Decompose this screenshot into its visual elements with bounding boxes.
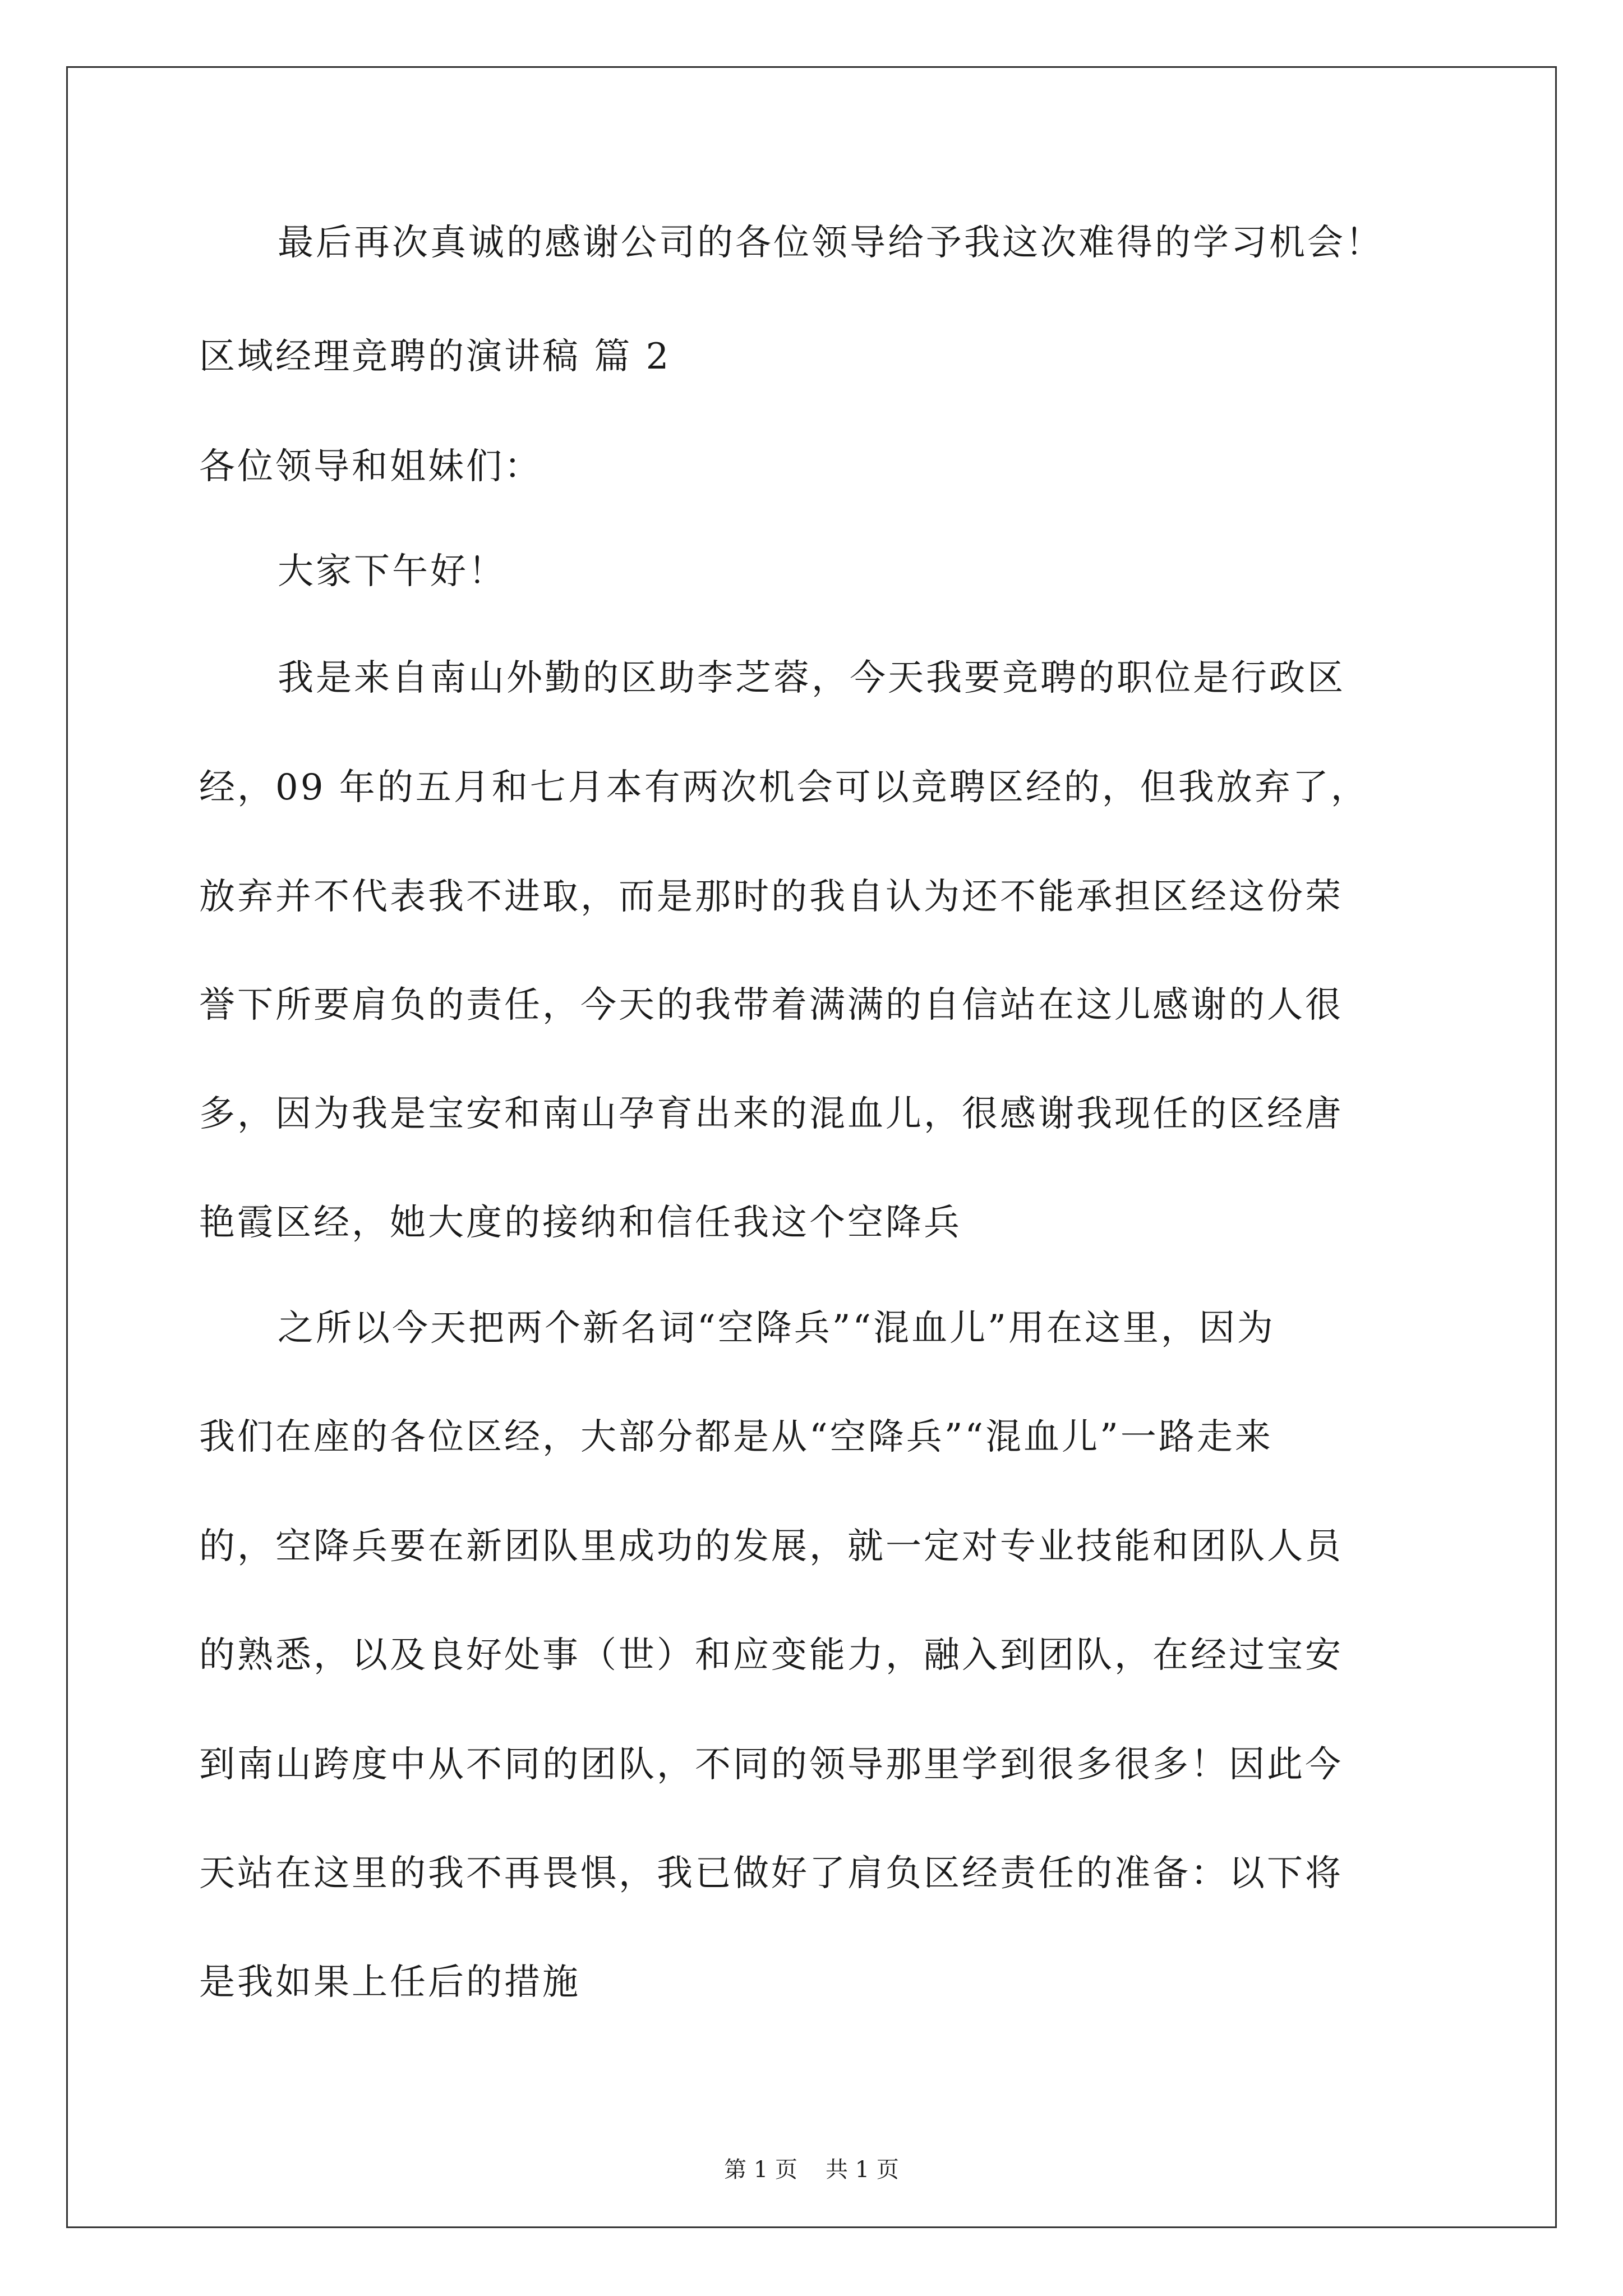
- paragraph-line: 的熟悉，以及良好处事（世）和应变能力，融入到团队，在经过宝安: [199, 1635, 1343, 1676]
- paragraph-line: 经，09 年的五月和七月本有两次机会可以竞聘区经的，但我放弃了，: [199, 767, 1369, 808]
- salutation: 各位领导和姐妹们：: [199, 446, 542, 487]
- paragraph-line: 到南山跨度中从不同的团队，不同的领导那里学到很多很多！因此今: [199, 1744, 1343, 1786]
- page-total: 共 1 页: [826, 2157, 899, 2183]
- paragraph-line: 艳霞区经，她大度的接纳和信任我这个空降兵: [199, 1202, 962, 1244]
- greeting: 大家下午好！: [278, 551, 506, 592]
- page-footer: [0, 2153, 1623, 2187]
- paragraph-line: 我是来自南山外勤的区助李芝蓉，今天我要竞聘的职位是行政区: [278, 657, 1345, 699]
- paragraph-line: 多，因为我是宝安和南山孕育出来的混血儿，很感谢我现任的区经唐: [199, 1093, 1343, 1135]
- document-heading: 区域经理竞聘的演讲稿 篇 2: [199, 336, 671, 378]
- page-border: [66, 66, 1557, 2228]
- paragraph-line: 的，空降兵要在新团队里成功的发展，就一定对专业技能和团队人员: [199, 1526, 1343, 1567]
- paragraph-line: 之所以今天把两个新名词“空降兵”“混血儿”用在这里，因为: [278, 1308, 1275, 1349]
- page-number: 第 1 页: [724, 2157, 797, 2183]
- closing-line: 最后再次真诚的感谢公司的各位领导给予我这次难得的学习机会！: [278, 222, 1384, 264]
- paragraph-line: 我们在座的各位区经，大部分都是从“空降兵”“混血儿”一路走来: [199, 1416, 1273, 1458]
- paragraph-line: 放弃并不代表我不进取，而是那时的我自认为还不能承担区经这份荣: [199, 876, 1343, 918]
- paragraph-line: 是我如果上任后的措施: [199, 1962, 580, 2003]
- paragraph-line: 天站在这里的我不再畏惧，我已做好了肩负区经责任的准备：以下将: [199, 1853, 1343, 1894]
- paragraph-line: 誉下所要肩负的责任，今天的我带着满满的自信站在这儿感谢的人很: [199, 984, 1343, 1026]
